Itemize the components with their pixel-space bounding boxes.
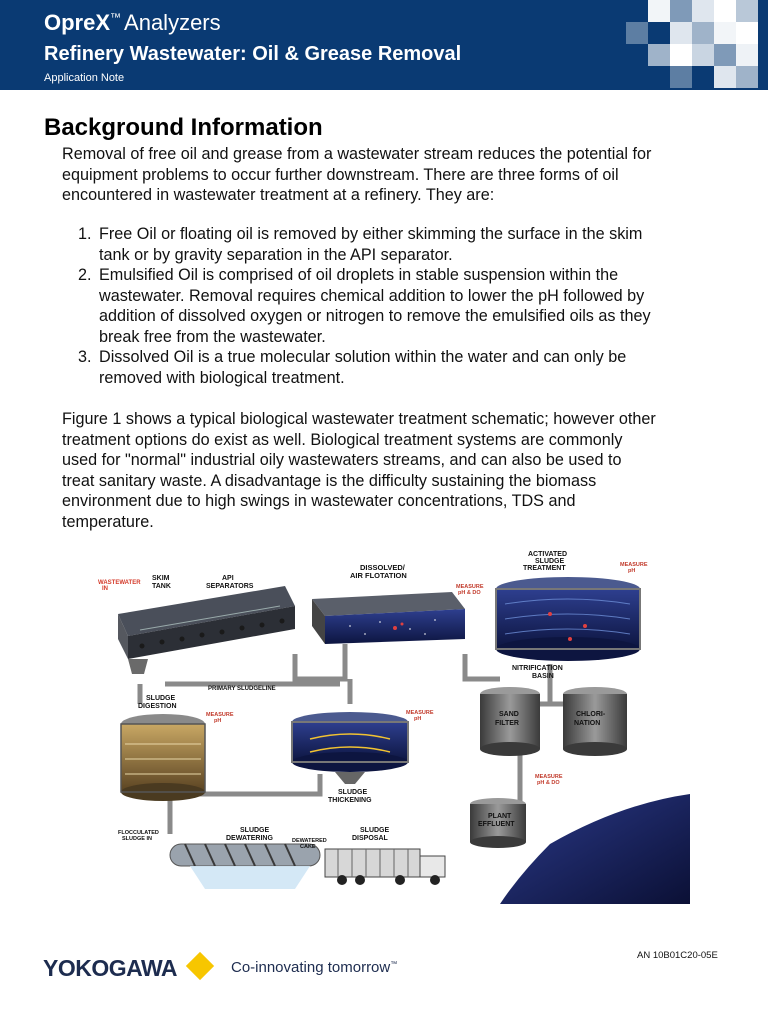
label-sludge-dewatering: SLUDGE DEWATERING xyxy=(226,827,273,842)
list-number: 2. xyxy=(78,266,92,284)
label-sludge-digestion: SLUDGE DIGESTION xyxy=(138,695,177,710)
label-activated-sludge: ACTIVATED SLUDGE TREATMENT xyxy=(523,551,568,572)
intro-line: equipment problems to occur further downstream. There are three forms of oil xyxy=(62,165,619,184)
brand-suffix: Analyzers xyxy=(124,10,221,35)
intro-paragraph xyxy=(62,144,732,206)
figure-para-line: environment due to high swings in wastewater concentrations, TDS and xyxy=(62,492,576,510)
oil-forms-list xyxy=(62,224,732,388)
figure-para-line: temperature. xyxy=(62,512,154,531)
sludge-thickening-tank xyxy=(292,712,408,784)
list-line: break free from the wastewater. xyxy=(99,327,326,346)
list-line: Dissolved Oil is a true molecular solution within the water and can only be xyxy=(99,348,627,366)
label-api-separators: API SEPARATORS xyxy=(206,575,254,590)
list-number: 1. xyxy=(78,225,92,243)
label-skim-tank: SKIM TANK xyxy=(152,575,171,590)
list-line: Free Oil or floating oil is removed by either skimming the surface in the skim xyxy=(99,225,643,243)
document-title: Refinery Wastewater: Oil & Grease Removal xyxy=(44,43,462,65)
sludge-dewatering-press xyxy=(170,844,320,889)
label-measure-ph-do-1: MEASURE pH & DO xyxy=(456,584,484,596)
figure-para-line: Figure 1 shows a typical biological wastewater treatment schematic; however other xyxy=(62,410,656,428)
label-sludge-thickening: SLUDGE THICKENING xyxy=(328,789,372,804)
label-sludge-disposal: SLUDGE DISPOSAL xyxy=(352,827,390,842)
list-line: tank or by gravity separation in the API separator. xyxy=(99,245,453,264)
figure-paragraph xyxy=(62,409,732,532)
receiving-water xyxy=(500,794,690,904)
brand-name: OpreX xyxy=(44,10,111,35)
label-flocculated-sludge: FLOCCULATED SLUDGE IN xyxy=(118,830,159,842)
list-line: wastewater. Removal requires chemical addition to lower the pH followed by xyxy=(99,286,645,305)
tagline-trademark: ™ xyxy=(390,961,398,968)
decorative-mosaic xyxy=(618,0,768,90)
list-line: removed with biological treatment. xyxy=(99,368,345,387)
figure-para-line: used for "normal" industrial oily wastewaters streams, and can also be used to xyxy=(62,451,622,469)
label-dewatered-cake: DEWATERED CAKE xyxy=(292,838,327,850)
list-number: 3. xyxy=(78,348,92,366)
label-wastewater-in: WASTEWATER IN xyxy=(98,580,141,592)
activated-sludge-tank xyxy=(496,577,640,661)
intro-line: encountered in wastewater treatment at a refinery. They are: xyxy=(62,186,495,204)
list-line: Emulsified Oil is comprised of oil droplets in stable suspension within the xyxy=(99,266,619,284)
document-type: Application Note xyxy=(44,72,125,84)
list-item xyxy=(62,224,732,265)
header-band xyxy=(0,0,768,90)
label-sand-filter: SAND FILTER xyxy=(495,711,519,727)
list-line: addition of dissolved oxygen or nitrogen to remove the emulsified oils as they xyxy=(99,307,651,325)
logo-diamond-icon xyxy=(186,952,214,980)
document-number: AN 10B01C20-05E xyxy=(637,950,718,961)
label-measure-ph-3: MEASURE pH xyxy=(406,710,434,722)
list-item xyxy=(62,347,732,388)
label-measure-ph-do-2: MEASURE pH & DO xyxy=(535,774,563,786)
sludge-digestion-tank xyxy=(121,714,205,801)
section-title: Background Information xyxy=(44,114,323,141)
company-logo: YOKOGAWA xyxy=(43,955,178,981)
company-tagline xyxy=(231,959,397,976)
figure-para-line: treatment options do exist as well. Biological treatment systems are commonly xyxy=(62,430,623,449)
brand-trademark: ™ xyxy=(110,12,122,24)
wastewater-treatment-schematic xyxy=(80,544,690,904)
label-plant-effluent: PLANT EFFLUENT xyxy=(478,813,515,828)
daf-tank xyxy=(312,592,465,644)
figure-para-line: treat sanitary waste. A disadvantage is the difficulty sustaining the biomass xyxy=(62,471,597,490)
label-measure-ph-2: MEASURE pH xyxy=(206,712,234,724)
label-chlorination: CHLORI-NATION xyxy=(574,711,606,727)
intro-line: Removal of free oil and grease from a wastewater stream reduces the potential for xyxy=(62,145,652,163)
sludge-disposal-truck xyxy=(325,849,445,885)
product-brand xyxy=(44,10,221,36)
list-item xyxy=(62,265,732,347)
label-nitrification-basin: NITRIFICATION BASIN xyxy=(512,665,563,680)
label-daf: DISSOLVED/ AIR FLOTATION xyxy=(350,563,407,580)
label-measure-ph-1: MEASURE pH xyxy=(620,562,648,574)
label-primary-sludgeline: PRIMARY SLUDGELINE xyxy=(208,686,276,692)
api-separator-tank xyxy=(118,586,295,674)
tagline-text: Co-innovating tomorrow xyxy=(231,959,391,976)
